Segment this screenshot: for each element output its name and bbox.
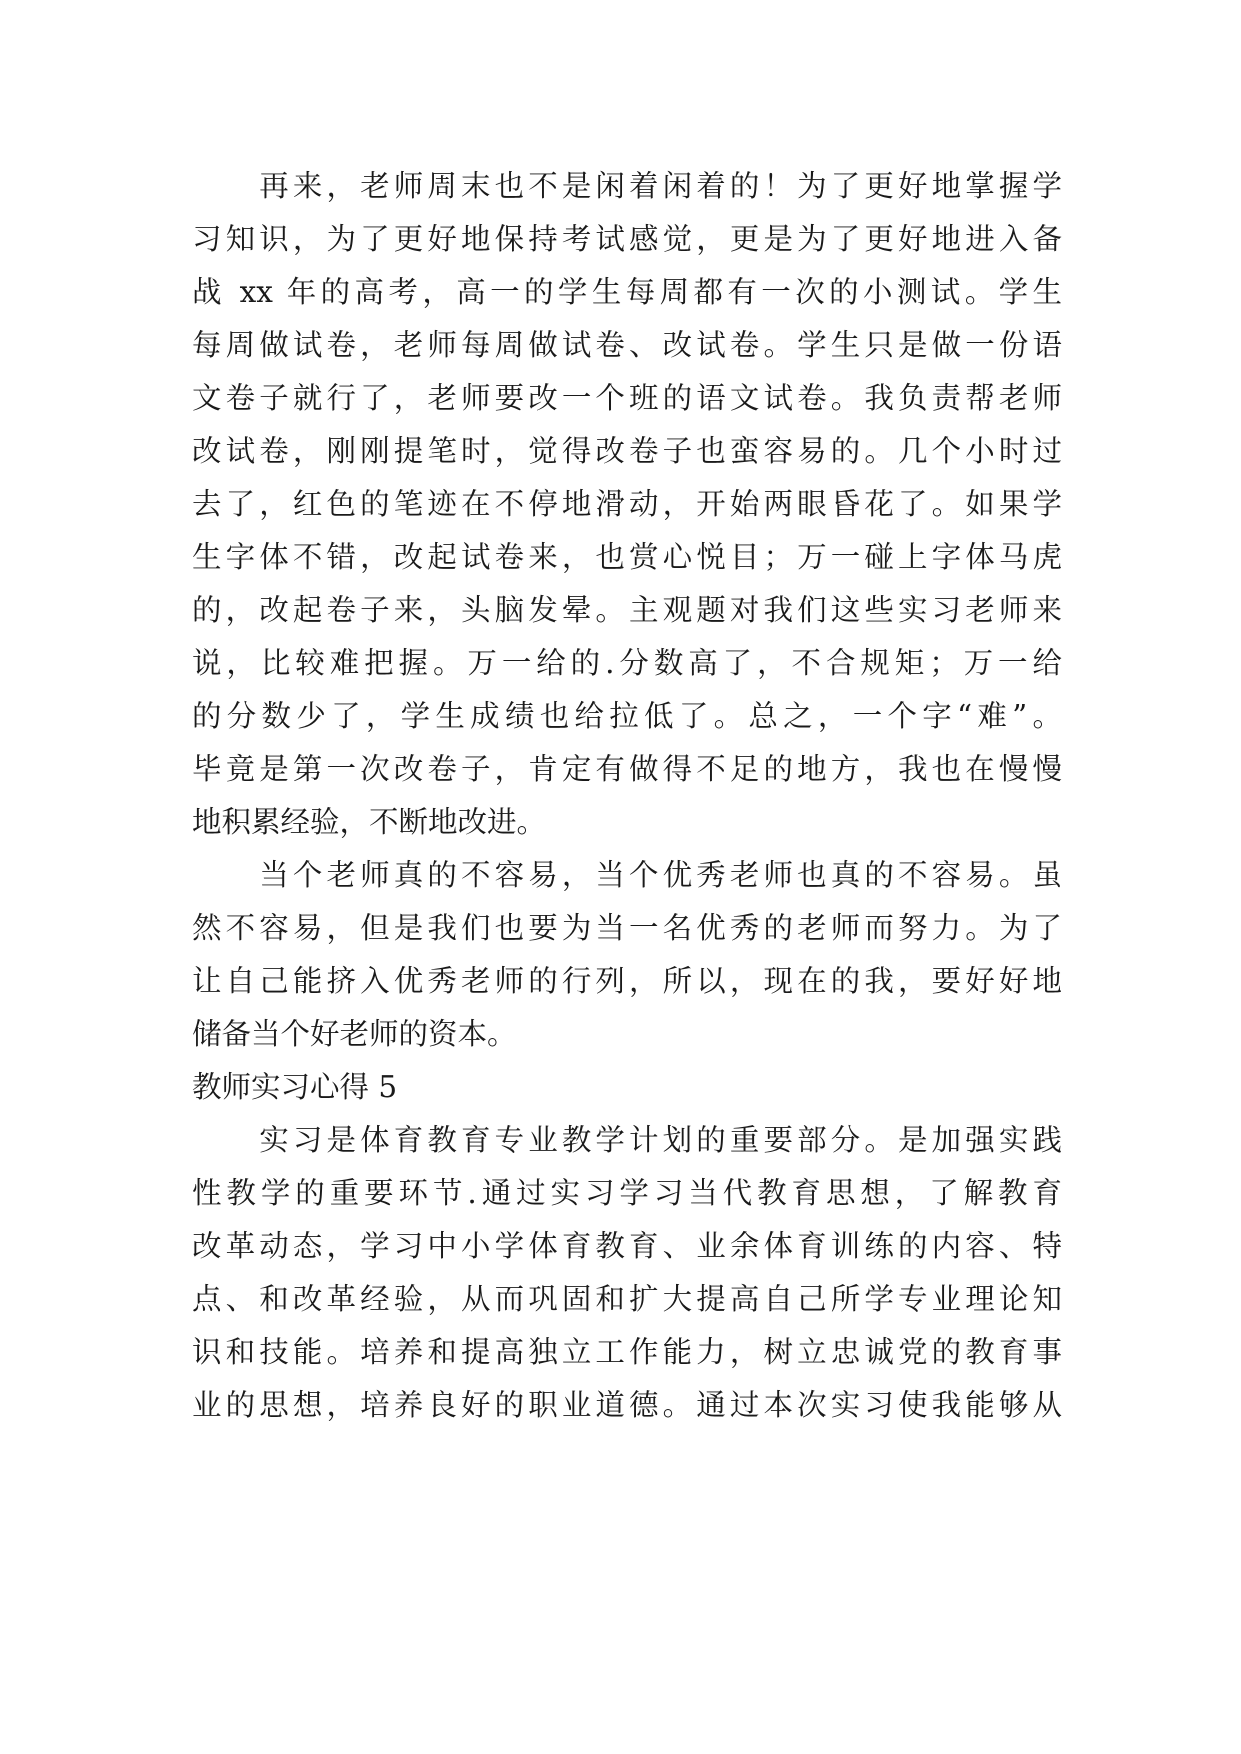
text-line: 战 xx 年的高考，高一的学生每周都有一次的小测试。学生 [192,275,1062,309]
text-line: 改革动态，学习中小学体育教育、业余体育训练的内容、特 [192,1229,1062,1263]
text-line: 去了，红色的笔迹在不停地滑动，开始两眼昏花了。如果学 [192,487,1062,521]
text-line: 习知识，为了更好地保持考试感觉，更是为了更好地进入备 [192,222,1062,256]
text-line: 改试卷，刚刚提笔时，觉得改卷子也蛮容易的。几个小时过 [192,434,1062,468]
paragraph-3 [192,1114,1062,1432]
text-line: 的，改起卷子来，头脑发晕。主观题对我们这些实习老师来 [192,593,1062,627]
text-line: 实习是体育教育专业教学计划的重要部分。是加强实践 [192,1123,1062,1157]
text-line: 点、和改革经验，从而巩固和扩大提高自己所学专业理论知 [192,1282,1062,1316]
paragraph-1 [192,160,1062,849]
text-line: 再来，老师周末也不是闲着闲着的！为了更好地掌握学 [192,169,1062,203]
text-line: 毕竟是第一次改卷子，肯定有做得不足的地方，我也在慢慢 [192,752,1062,786]
text-line: 然不容易，但是我们也要为当一名优秀的老师而努力。为了 [192,911,1062,945]
text-line: 当个老师真的不容易，当个优秀老师也真的不容易。虽 [192,858,1062,892]
text-line: 生字体不错，改起试卷来，也赏心悦目；万一碰上字体马虎 [192,540,1062,574]
text-line: 让自己能挤入优秀老师的行列，所以，现在的我，要好好地 [192,964,1062,998]
text-line: 文卷子就行了，老师要改一个班的语文试卷。我负责帮老师 [192,381,1062,415]
text-line: 业的思想，培养良好的职业道德。通过本次实习使我能够从 [192,1388,1062,1422]
text-line: 地积累经验，不断地改进。 [192,805,547,839]
text-line: 说，比较难把握。万一给的.分数高了，不合规矩；万一给 [192,646,1062,680]
text-line: 储备当个好老师的资本。 [192,1017,517,1051]
text-line: 每周做试卷，老师每周做试卷、改试卷。学生只是做一份语 [192,328,1062,362]
text-line: 性教学的重要环节.通过实习学习当代教育思想，了解教育 [192,1176,1062,1210]
paragraph-2 [192,849,1062,1061]
text-line: 的分数少了，学生成绩也给拉低了。总之，一个字“难”。 [192,699,1062,733]
document-body [192,160,1062,1432]
section-heading: 教师实习心得 5 [192,1070,398,1104]
text-line: 识和技能。培养和提高独立工作能力，树立忠诚党的教育事 [192,1335,1062,1369]
